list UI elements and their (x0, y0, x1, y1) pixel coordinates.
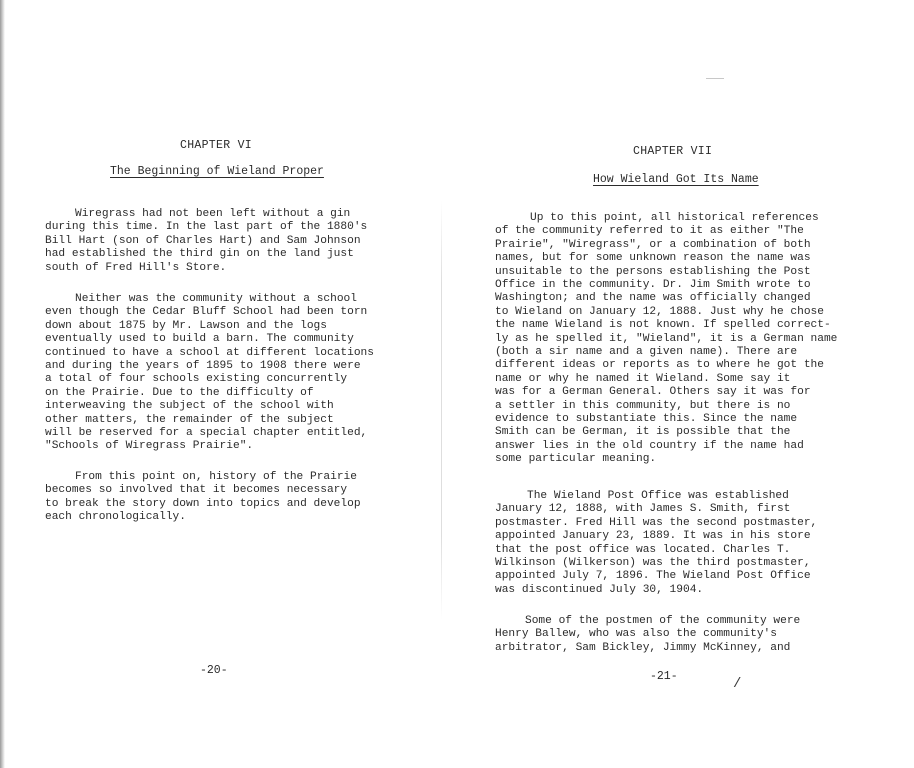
text-line: different ideas or reports as to where he got the (495, 359, 824, 372)
paragraph (45, 208, 350, 221)
text-line: a total of four schools existing concurrently (45, 373, 348, 386)
text-line: will be reserved for a special chapter entitled, (45, 427, 368, 440)
text-line: evidence to substantiate this. Since the name (495, 413, 798, 426)
paragraph (525, 615, 800, 628)
scan-speck (706, 78, 724, 79)
text-line: Bill Hart (son of Charles Hart) and Sam Johnson (45, 234, 361, 247)
text-line: postmaster. Fred Hill was the second postmaster, (495, 516, 818, 529)
paragraph-continuation (495, 628, 790, 655)
text-line: had established the third gin on the land just (45, 248, 354, 261)
text-line: some particular meaning. (495, 453, 657, 466)
text-line: Neither was the community without a school (75, 293, 357, 305)
paragraph-continuation (45, 306, 374, 453)
text-line: appointed July 7, 1896. The Wieland Post Office (495, 570, 811, 583)
text-line: eventually used to build a barn. The community (45, 333, 354, 346)
text-line: Wiregrass had not been left without a gin (75, 208, 351, 220)
text-line: continued to have a school at different locations (45, 346, 374, 359)
text-line: answer lies in the old country if the name had (495, 439, 804, 452)
text-line: Office in the community. Dr. Jim Smith wrote to (495, 279, 811, 292)
chapter-title: How Wieland Got Its Name (593, 173, 759, 186)
text-line: that the post office was located. Charles T. (495, 543, 791, 556)
text-line: January 12, 1888, with James S. Smith, first (495, 503, 791, 516)
text-line: to break the story down into topics and develop (45, 497, 361, 510)
text-line: was discontinued July 30, 1904. (495, 583, 704, 596)
text-line: Prairie", "Wiregrass", or a combination of both (495, 238, 811, 251)
page-number: -20- (200, 664, 228, 677)
text-line: "Schools of Wiregrass Prairie". (45, 440, 254, 453)
text-line: of the community referred to it as either "The (495, 225, 804, 238)
text-line: Wilkinson (Wilkerson) was the third postmaster, (495, 557, 811, 570)
text-line: interweaving the subject of the school with (45, 400, 334, 413)
chapter-title: The Beginning of Wieland Proper (110, 165, 324, 178)
text-line: From this point on, history of the Prairie (75, 471, 357, 483)
page-number: -21- (650, 670, 678, 683)
text-line: arbitrator, Sam Bickley, Jimmy McKinney, and (495, 641, 791, 654)
text-line: Henry Ballew, who was also the community's (495, 628, 777, 641)
text-line: to Wieland on January 12, 1888. Just why he chose (495, 305, 824, 318)
paragraph (75, 471, 357, 484)
text-line: Up to this point, all historical references (530, 212, 819, 224)
paragraph (530, 212, 819, 225)
text-line: appointed January 23, 1889. It was in his store (495, 530, 811, 543)
paragraph-continuation (495, 503, 817, 597)
text-line: name or why he named it Wieland. Some say it (495, 372, 791, 385)
text-line: on the Prairie. Due to the difficulty of (45, 386, 314, 399)
text-line: during this time. In the last part of the 1880's (45, 221, 368, 234)
pencil-mark: / (733, 676, 742, 692)
paragraph (75, 293, 357, 306)
text-line: was for a German General. Others say it was for (495, 386, 811, 399)
scan-edge-shadow (0, 0, 5, 768)
paragraph-continuation (45, 484, 361, 524)
text-line: Some of the postmen of the community were (525, 615, 801, 627)
text-line: each chronologically. (45, 511, 186, 524)
text-line: (both a sir name and a given name). There are (495, 346, 798, 359)
text-line: Washington; and the name was officially changed (495, 292, 811, 305)
text-line: becomes so involved that it becomes necessary (45, 484, 348, 497)
paragraph-continuation (495, 225, 837, 466)
book-spine-shadow (441, 200, 442, 620)
text-line: ly as he spelled it, "Wieland", it is a German name (495, 332, 838, 345)
chapter-label: CHAPTER VII (633, 145, 713, 158)
text-line: other matters, the remainder of the subject (45, 413, 334, 426)
paragraph-continuation (45, 221, 367, 275)
text-line: names, but for some unknown reason the name was (495, 252, 811, 265)
text-line: and during the years of 1895 to 1908 there were (45, 360, 361, 373)
text-line: The Wieland Post Office was established (527, 490, 789, 502)
text-line: even though the Cedar Bluff School had been torn (45, 306, 368, 319)
text-line: Smith can be German, it is possible that the (495, 426, 791, 439)
text-line: down about 1875 by Mr. Lawson and the logs (45, 319, 327, 332)
text-line: south of Fred Hill's Store. (45, 261, 227, 274)
text-line: unsuitable to the persons establishing the Post (495, 265, 811, 278)
text-line: a settler in this community, but there is no (495, 399, 791, 412)
paragraph (527, 490, 789, 503)
text-line: the name Wieland is not known. If spelled correct- (495, 319, 831, 332)
chapter-label: CHAPTER VI (180, 139, 253, 152)
